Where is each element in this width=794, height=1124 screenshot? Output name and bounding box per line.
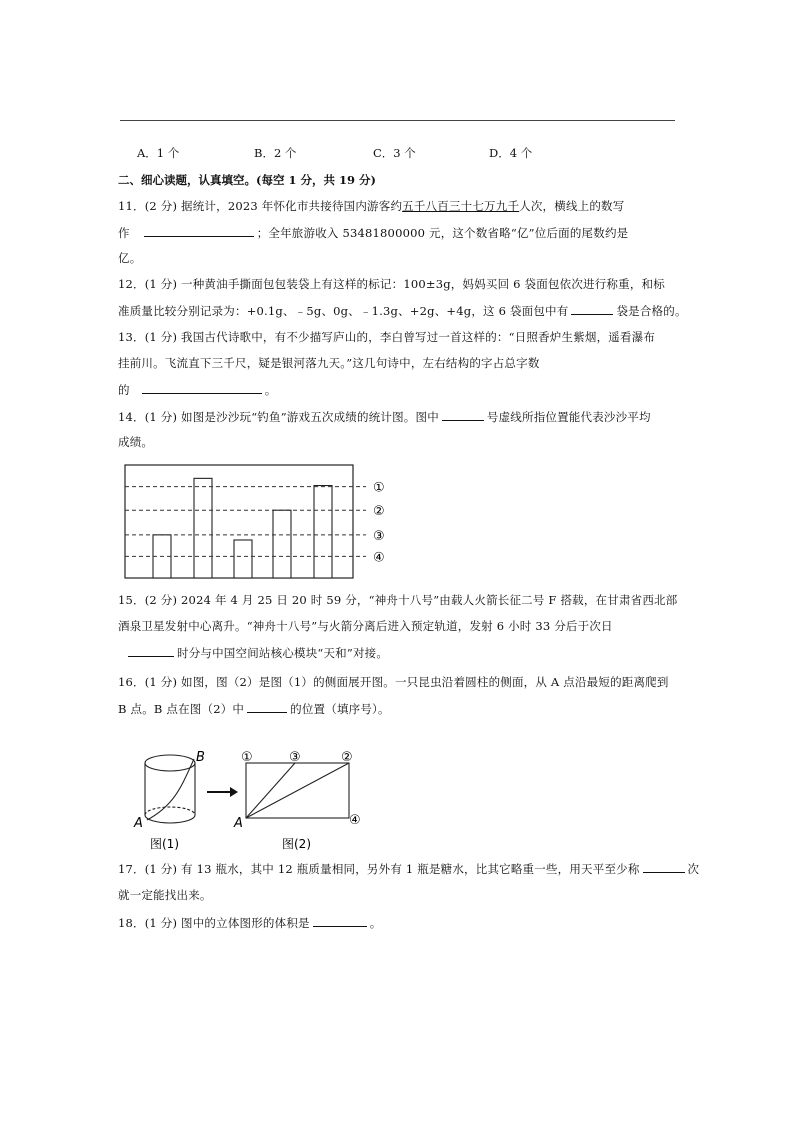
q16-answer-blank[interactable] <box>247 700 287 713</box>
q17-text-end: 次 <box>687 862 700 876</box>
q11-text-2b: ；全年旅游收入 53481800000 元，这个数省略“亿”位后面的尾数约是 <box>256 226 629 240</box>
fig2-point-a: A <box>234 816 243 831</box>
q12-text: 准质量比较分别记录为：+0.1g、﹣5g、0g、﹣1.3g、+2g、+4g，这 6 袋面包中有 <box>118 304 569 318</box>
option-d: D．4 个 <box>489 146 533 160</box>
q15-line3 <box>118 644 388 661</box>
fig2-mark-1: ① <box>241 750 253 765</box>
arrow-right-icon <box>207 787 238 797</box>
reference-line-label-2: ② <box>373 504 385 520</box>
fig1-caption: 图(1) <box>150 837 179 851</box>
q14-bar-chart <box>118 460 408 585</box>
q18-answer-blank[interactable] <box>313 914 367 927</box>
q13-text-end: 。 <box>264 383 277 397</box>
q16-line1: 16．(1 分) 如图，图（2）是图（1）的侧面展开图。一只昆虫沿着圆柱的侧面，从 A 点沿最短的距离爬到 <box>118 675 669 689</box>
option-a: A．1 个 <box>137 146 180 160</box>
q13-line3 <box>118 381 276 398</box>
q17-line2: 就一定能找出来。 <box>118 888 212 902</box>
section-title: 二、细心读题，认真填空。(每空 1 分，共 19 分) <box>118 173 376 187</box>
fig2-mark-4: ④ <box>349 813 361 828</box>
q15-text-hour: 时 <box>177 646 189 660</box>
unfolded-rectangle <box>246 763 349 818</box>
fig2-mark-3: ③ <box>289 750 301 765</box>
header-rule <box>120 120 675 121</box>
reference-line-label-3: ③ <box>373 528 385 544</box>
chart-bar-3 <box>234 540 252 578</box>
q11-line3: 亿。 <box>118 251 142 265</box>
q11-answer-blank-1[interactable] <box>144 224 254 237</box>
option-c: C．3 个 <box>373 146 416 160</box>
q11-line2 <box>118 224 628 241</box>
q16-text-end: 的位置（填序号）。 <box>290 702 390 716</box>
q15-line2: 酒泉卫星发射中心离升。“神舟十八号”与火箭分离后进入预定轨道，发射 6 小时 33 分后于次日 <box>118 619 613 633</box>
q18-text-end: 。 <box>369 916 382 930</box>
q15-line1: 15．(2 分) 2024 年 4 月 25 日 20 时 59 分，“神舟十八号”由载人火箭长征二号 F 搭载，在甘肃省西北部 <box>118 593 678 607</box>
q12-line2 <box>118 302 687 319</box>
q11-text-2a: 作 <box>118 226 130 240</box>
q17-line1 <box>118 860 699 877</box>
q11-text: 11．(2 分) 据统计，2023 年怀化市共接待国内游客约 <box>118 199 403 213</box>
q12-text-end: 袋是合格的。 <box>616 304 687 318</box>
q18-line1 <box>118 914 381 931</box>
q13-line2: 挂前川。飞流直下三千尺，疑是银河落九天。”这几句诗中，左右结构的字占总字数 <box>118 356 540 370</box>
q11-text-end: 人次，横线上的数写 <box>519 199 625 213</box>
q17-text: 17．(1 分) 有 13 瓶水，其中 12 瓶质量相同，另外有 1 瓶是糖水，比其它略重一些，用天平至少称 <box>118 862 640 876</box>
fig1-point-a: A <box>134 816 143 831</box>
q14-line1 <box>118 408 651 425</box>
q14-text: 14．(1 分) 如图是沙沙玩“钓鱼”游戏五次成绩的统计图。图中 <box>118 410 439 424</box>
fig1-point-b: B <box>196 750 205 765</box>
reference-line-label-1: ① <box>373 480 385 496</box>
q12-answer-blank[interactable] <box>571 302 613 315</box>
q11-line1 <box>118 198 624 214</box>
chart-bar-2 <box>194 478 212 578</box>
q14-answer-blank[interactable] <box>442 408 484 421</box>
q14-line2: 成绩。 <box>118 435 154 449</box>
q16-cylinder-figure <box>130 745 380 855</box>
q13-answer-blank[interactable] <box>142 381 262 394</box>
q12-line1: 12．(1 分) 一种黄油手撕面包包装袋上有这样的标记：100±3g，妈妈买回 6 袋面包依次进行称重，和标 <box>118 277 665 291</box>
option-b: B．2 个 <box>254 146 297 160</box>
q15-text-end: 分与中国空间站核心模块“天和”对接。 <box>188 646 389 660</box>
q16-text: B 点。B 点在图（2）中 <box>118 702 245 716</box>
q13-line1: 13．(1 分) 我国古代诗歌中，有不少描写庐山的，李白曾写过一首这样的：“日照香炉生紫烟，遥看瀑布 <box>118 330 656 344</box>
q18-text: 18．(1 分) 图中的立体图形的体积是 <box>118 916 310 930</box>
chart-bar-5 <box>314 486 332 578</box>
fig2-caption: 图(2) <box>282 837 311 851</box>
q11-underlined-number: 五千八百三十七万九千 <box>402 199 520 213</box>
q14-text-end: 号虚线所指位置能代表沙沙平均 <box>486 410 651 424</box>
fig2-mark-2: ② <box>341 750 353 765</box>
reference-line-label-4: ④ <box>373 550 385 566</box>
q15-answer-blank-hour[interactable] <box>128 644 174 657</box>
cylinder-shape <box>145 755 195 823</box>
q17-answer-blank[interactable] <box>643 860 685 873</box>
chart-bar-4 <box>273 510 291 578</box>
q16-line2 <box>118 700 390 717</box>
q13-text: 的 <box>118 383 130 397</box>
